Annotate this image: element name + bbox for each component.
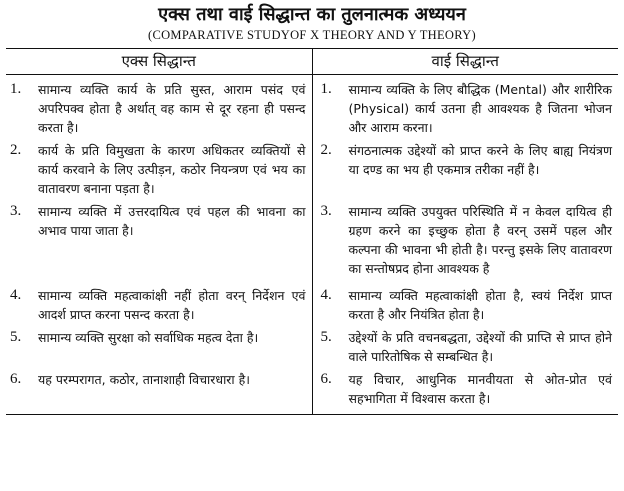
y-theory-cell bbox=[312, 328, 618, 370]
row-number: 4. bbox=[320, 287, 332, 303]
row-number: 3. bbox=[10, 203, 22, 219]
table-row bbox=[6, 286, 618, 328]
y-theory-text: सामान्य व्यक्ति उपयुक्त परिस्थिति में न केवल दायित्व ही ग्रहण करने का इच्छुक होता है वरन् उसमें पहल और कल्पना की भावना भी होती है। परन्तु इसके लिए वातावरण का सन्तोषप्रद होना आवश्यक है bbox=[348, 204, 612, 276]
x-theory-cell bbox=[6, 370, 312, 415]
row-number: 4. bbox=[10, 287, 22, 303]
row-number: 5. bbox=[10, 329, 22, 345]
row-number: 5. bbox=[320, 329, 332, 345]
y-theory-cell bbox=[312, 202, 618, 286]
table-row bbox=[6, 328, 618, 370]
y-theory-cell bbox=[312, 75, 618, 142]
x-theory-text: सामान्य व्यक्ति कार्य के प्रति सुस्त, आराम पसंद एवं अपरिपक्व होता है अर्थात् वह काम से दूर रहना ही पसन्द करता है। bbox=[38, 82, 306, 135]
y-theory-text: संगठनात्मक उद्देश्यों को प्राप्त करने के लिए बाह्य नियंत्रण या दण्ड का भय ही एकमात्र तरीका नहीं है। bbox=[348, 143, 612, 177]
row-number: 6. bbox=[320, 371, 332, 387]
row-number: 2. bbox=[320, 142, 332, 158]
x-theory-text: कार्य के प्रति विमुखता के कारण अधिकतर व्यक्तियों से कार्य करवाने के लिए उत्पीड़न, कठोर नियन्त्रण एवं भय का वातावरण बनाना पड़ता है। bbox=[38, 143, 306, 196]
y-theory-text: सामान्य व्यक्ति के लिए बौद्धिक (Mental) और शारीरिक (Physical) कार्य उतना ही आवश्यक है जितना भोजन और आराम करना। bbox=[348, 82, 612, 135]
table-row bbox=[6, 370, 618, 415]
table-row bbox=[6, 202, 618, 286]
comparison-table bbox=[6, 48, 618, 415]
table-row bbox=[6, 141, 618, 202]
row-number: 3. bbox=[320, 203, 332, 219]
y-theory-cell bbox=[312, 141, 618, 202]
table-row bbox=[6, 75, 618, 142]
x-theory-cell bbox=[6, 141, 312, 202]
page-title: एक्स तथा वाई सिद्धान्त का तुलनात्मक अध्ययन bbox=[158, 4, 466, 25]
x-theory-text: सामान्य व्यक्ति सुरक्षा को सर्वाधिक महत्व देता है। bbox=[38, 330, 259, 345]
y-theory-text: सामान्य व्यक्ति महत्वाकांक्षी होता है, स्वयं निर्देश प्राप्त करता है और नियंत्रित होता है। bbox=[348, 288, 612, 322]
page-subtitle: (COMPARATIVE STUDYOF X THEORY AND Y THEORY) bbox=[148, 28, 476, 42]
row-number: 6. bbox=[10, 371, 22, 387]
row-number: 2. bbox=[10, 142, 22, 158]
table-header-row bbox=[6, 49, 618, 75]
y-theory-cell bbox=[312, 370, 618, 415]
x-theory-text: सामान्य व्यक्ति महत्वाकांक्षी नहीं होता वरन् निर्देशन एवं आदर्श प्राप्त करना पसन्द करता है। bbox=[38, 288, 306, 322]
y-theory-text: यह विचार, आधुनिक मानवीयता से ओत-प्रोत एवं सहभागिता में विश्वास करता है। bbox=[348, 372, 612, 406]
x-theory-text: यह परम्परागत, कठोर, तानाशाही विचारधारा है। bbox=[38, 372, 251, 387]
y-theory-text: उद्देश्यों के प्रति वचनबद्धता, उद्देश्यों की प्राप्ति से प्राप्त होने वाले पारितोषिक से सम्बन्धित है। bbox=[348, 330, 612, 364]
x-theory-cell bbox=[6, 328, 312, 370]
x-theory-text: सामान्य व्यक्ति में उत्तरदायित्व एवं पहल की भावना का अभाव पाया जाता है। bbox=[38, 204, 306, 238]
x-theory-cell bbox=[6, 75, 312, 142]
header-y-theory: वाई सिद्धान्त bbox=[312, 49, 618, 75]
y-theory-cell bbox=[312, 286, 618, 328]
row-number: 1. bbox=[10, 81, 22, 97]
header-x-theory: एक्स सिद्धान्त bbox=[6, 49, 312, 75]
x-theory-cell bbox=[6, 286, 312, 328]
row-number: 1. bbox=[320, 81, 332, 97]
x-theory-cell bbox=[6, 202, 312, 286]
